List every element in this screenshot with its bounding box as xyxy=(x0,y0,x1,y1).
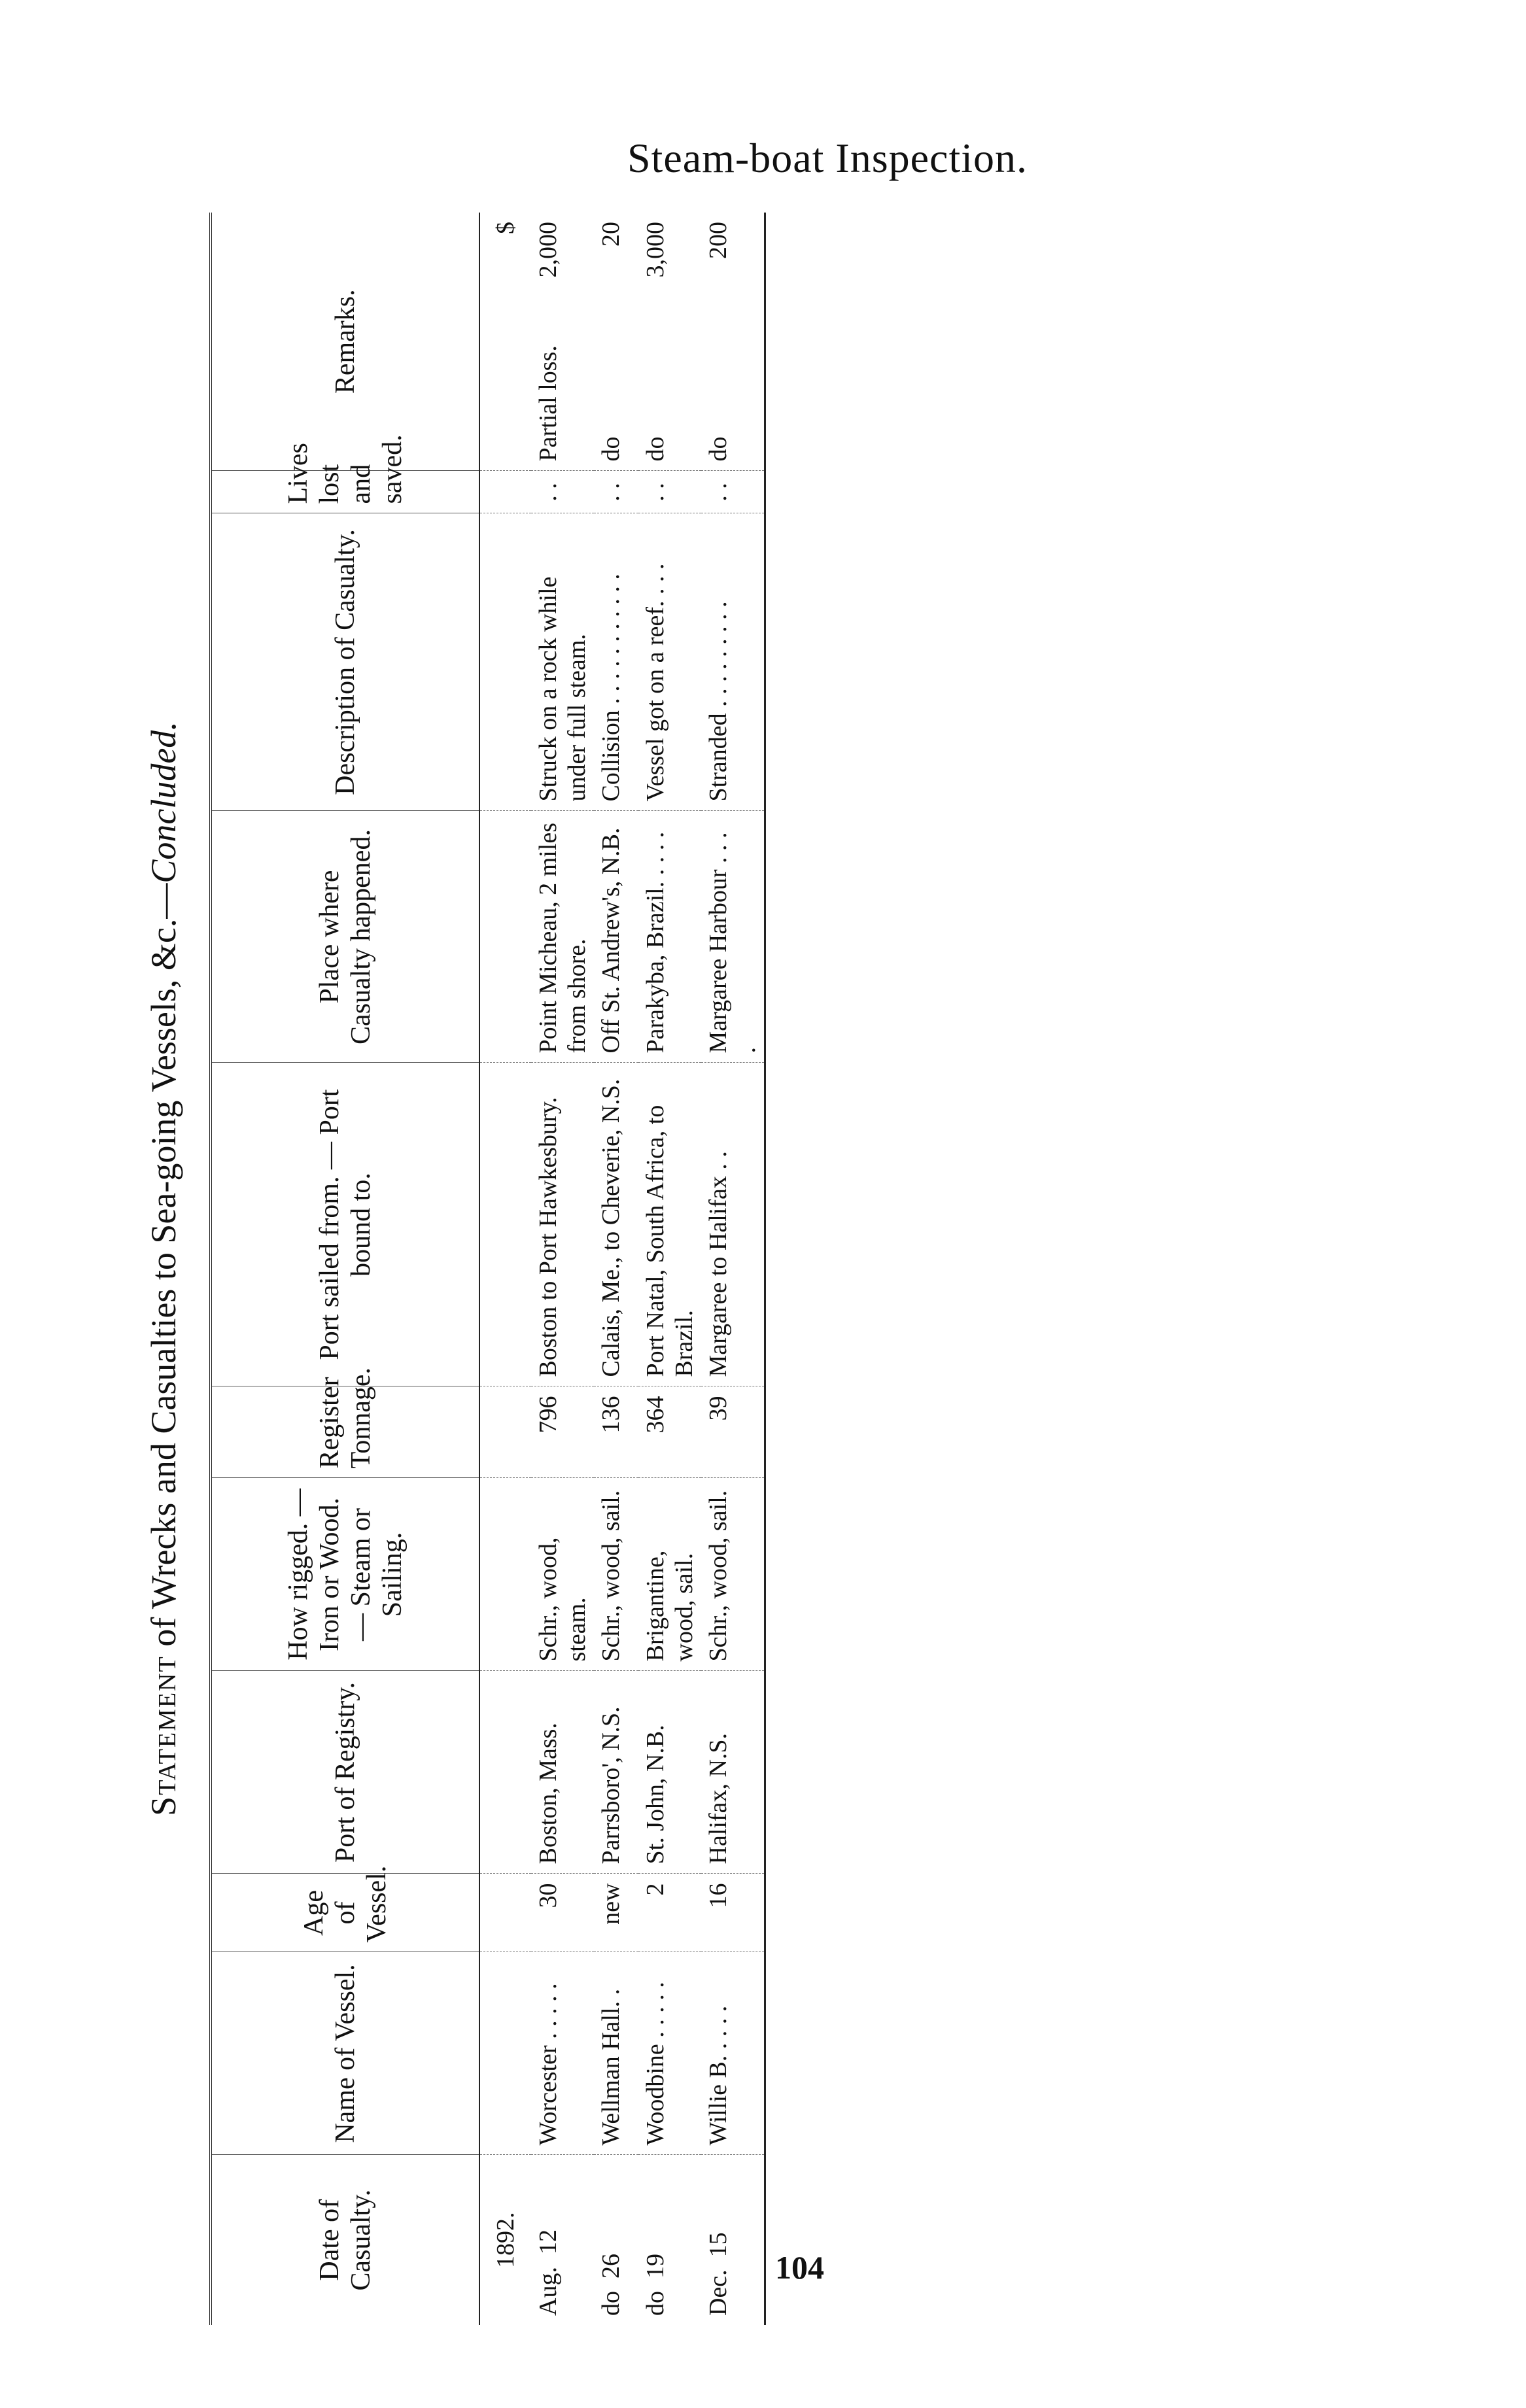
rotated-statement xyxy=(124,213,844,2325)
age-cell: new xyxy=(594,1874,638,1952)
place-cell: Off St. Andrew's, N.B. xyxy=(594,811,638,1063)
rig-cell: Schr., wood, sail. xyxy=(594,1478,638,1671)
amount: 200 xyxy=(704,222,732,259)
description-cell: Collision . . . . . . . . . . . xyxy=(594,513,638,811)
port-cell: Parrsboro', N.S. xyxy=(594,1671,638,1874)
month: do xyxy=(597,2291,625,2316)
remark: do xyxy=(597,436,625,462)
sailed-cell: Margaree to Halifax . . xyxy=(701,1063,765,1386)
col-age-header: Age of Vessel. xyxy=(211,1874,479,1952)
port-cell: Halifax, N.S. xyxy=(701,1671,765,1874)
col-tonnage-header: Register Tonnage. xyxy=(211,1386,479,1478)
casualties-table xyxy=(209,213,766,2325)
vessel-name-cell: Willie B. . . . . xyxy=(701,1952,765,2155)
age-cell: 30 xyxy=(531,1874,594,1952)
col-sailed-header: Port sailed from. — Port bound to. xyxy=(211,1063,479,1386)
month: do xyxy=(642,2291,669,2316)
vessel-name-cell: Wellman Hall. . xyxy=(594,1952,638,2155)
remark: do xyxy=(642,436,669,462)
amount: 20 xyxy=(597,222,625,247)
table-row xyxy=(531,213,594,2325)
date-cell xyxy=(531,2155,594,2325)
amount: 2,000 xyxy=(534,222,562,278)
day: 26 xyxy=(597,2254,625,2279)
col-rig-header: How rigged. — Iron or Wood. — Steam or Sailing. xyxy=(211,1478,479,1671)
remarks-cell xyxy=(594,213,638,471)
month: Aug. xyxy=(534,2267,562,2316)
remarks-cell xyxy=(531,213,594,471)
sailed-cell: Port Natal, South Africa, to Brazil. xyxy=(638,1063,701,1386)
day: 15 xyxy=(704,2232,732,2258)
date-cell xyxy=(638,2155,701,2325)
header-row xyxy=(211,213,479,2325)
month: Dec. xyxy=(704,2269,732,2316)
tonnage-cell: 796 xyxy=(531,1386,594,1478)
rig-cell: Schr., wood, sail. xyxy=(701,1478,765,1671)
col-desc-header: Description of Casualty. xyxy=(211,513,479,811)
lives-cell: . . xyxy=(594,471,638,513)
date-cell xyxy=(701,2155,765,2325)
vessel-name-cell: Worcester . . . . . xyxy=(531,1952,594,2155)
day: 12 xyxy=(534,2229,562,2255)
tonnage-cell: 39 xyxy=(701,1386,765,1478)
place-cell: Point Micheau, 2 miles from shore. xyxy=(531,811,594,1063)
sailed-cell: Calais, Me., to Cheverie, N.S. xyxy=(594,1063,638,1386)
rig-cell: Brigantine, wood, sail. xyxy=(638,1478,701,1671)
col-name-header: Name of Vessel. xyxy=(211,1952,479,2155)
col-remarks-header: Remarks. xyxy=(211,213,479,471)
description-cell: Vessel got on a reef. . . . xyxy=(638,513,701,811)
description-cell: Stranded . . . . . . . . . xyxy=(701,513,765,811)
currency-cell: $ xyxy=(479,213,531,471)
statement-title-tail: Concluded. xyxy=(144,721,183,884)
lives-cell: . . xyxy=(701,471,765,513)
description-cell: Struck on a rock while under full steam. xyxy=(531,513,594,811)
place-cell: Parakyba, Brazil. . . . . xyxy=(638,811,701,1063)
remark: Partial loss. xyxy=(534,345,562,462)
day: 19 xyxy=(642,2254,669,2279)
table-row xyxy=(701,213,765,2325)
sailed-cell: Boston to Port Hawkesbury. xyxy=(531,1063,594,1386)
tonnage-cell: 136 xyxy=(594,1386,638,1478)
remarks-cell xyxy=(638,213,701,471)
year-row xyxy=(479,213,531,2325)
statement-title-rest: of Wrecks and Casualties to Sea-going Vessels, &c.— xyxy=(144,883,183,1656)
lives-cell: . . xyxy=(531,471,594,513)
tonnage-cell: 364 xyxy=(638,1386,701,1478)
vessel-name-cell: Woodbine . . . . . xyxy=(638,1952,701,2155)
amount: 3,000 xyxy=(642,222,669,278)
rig-cell: Schr., wood, steam. xyxy=(531,1478,594,1671)
page-number: 104 xyxy=(775,2249,824,2286)
remark: do xyxy=(704,436,732,462)
table-row xyxy=(638,213,701,2325)
age-cell: 16 xyxy=(701,1874,765,1952)
statement-title-lead: Statement xyxy=(144,1655,183,1816)
date-cell xyxy=(594,2155,638,2325)
year-cell: 1892. xyxy=(492,2212,519,2268)
lives-cell: . . xyxy=(638,471,701,513)
place-cell: Margaree Harbour . . . . xyxy=(701,811,765,1063)
col-lives-header: Lives lost and saved. xyxy=(211,471,479,513)
col-port-header: Port of Registry. xyxy=(211,1671,479,1874)
col-place-header: Place where Casualty happened. xyxy=(211,811,479,1063)
age-cell: 2 xyxy=(638,1874,701,1952)
statement-title xyxy=(124,213,203,2325)
port-cell: Boston, Mass. xyxy=(531,1671,594,1874)
table-row xyxy=(594,213,638,2325)
col-date-header: Date of Casualty. xyxy=(211,2155,479,2325)
running-head: Steam-boat Inspection. xyxy=(627,135,1028,181)
remarks-cell xyxy=(701,213,765,471)
port-cell: St. John, N.B. xyxy=(638,1671,701,1874)
